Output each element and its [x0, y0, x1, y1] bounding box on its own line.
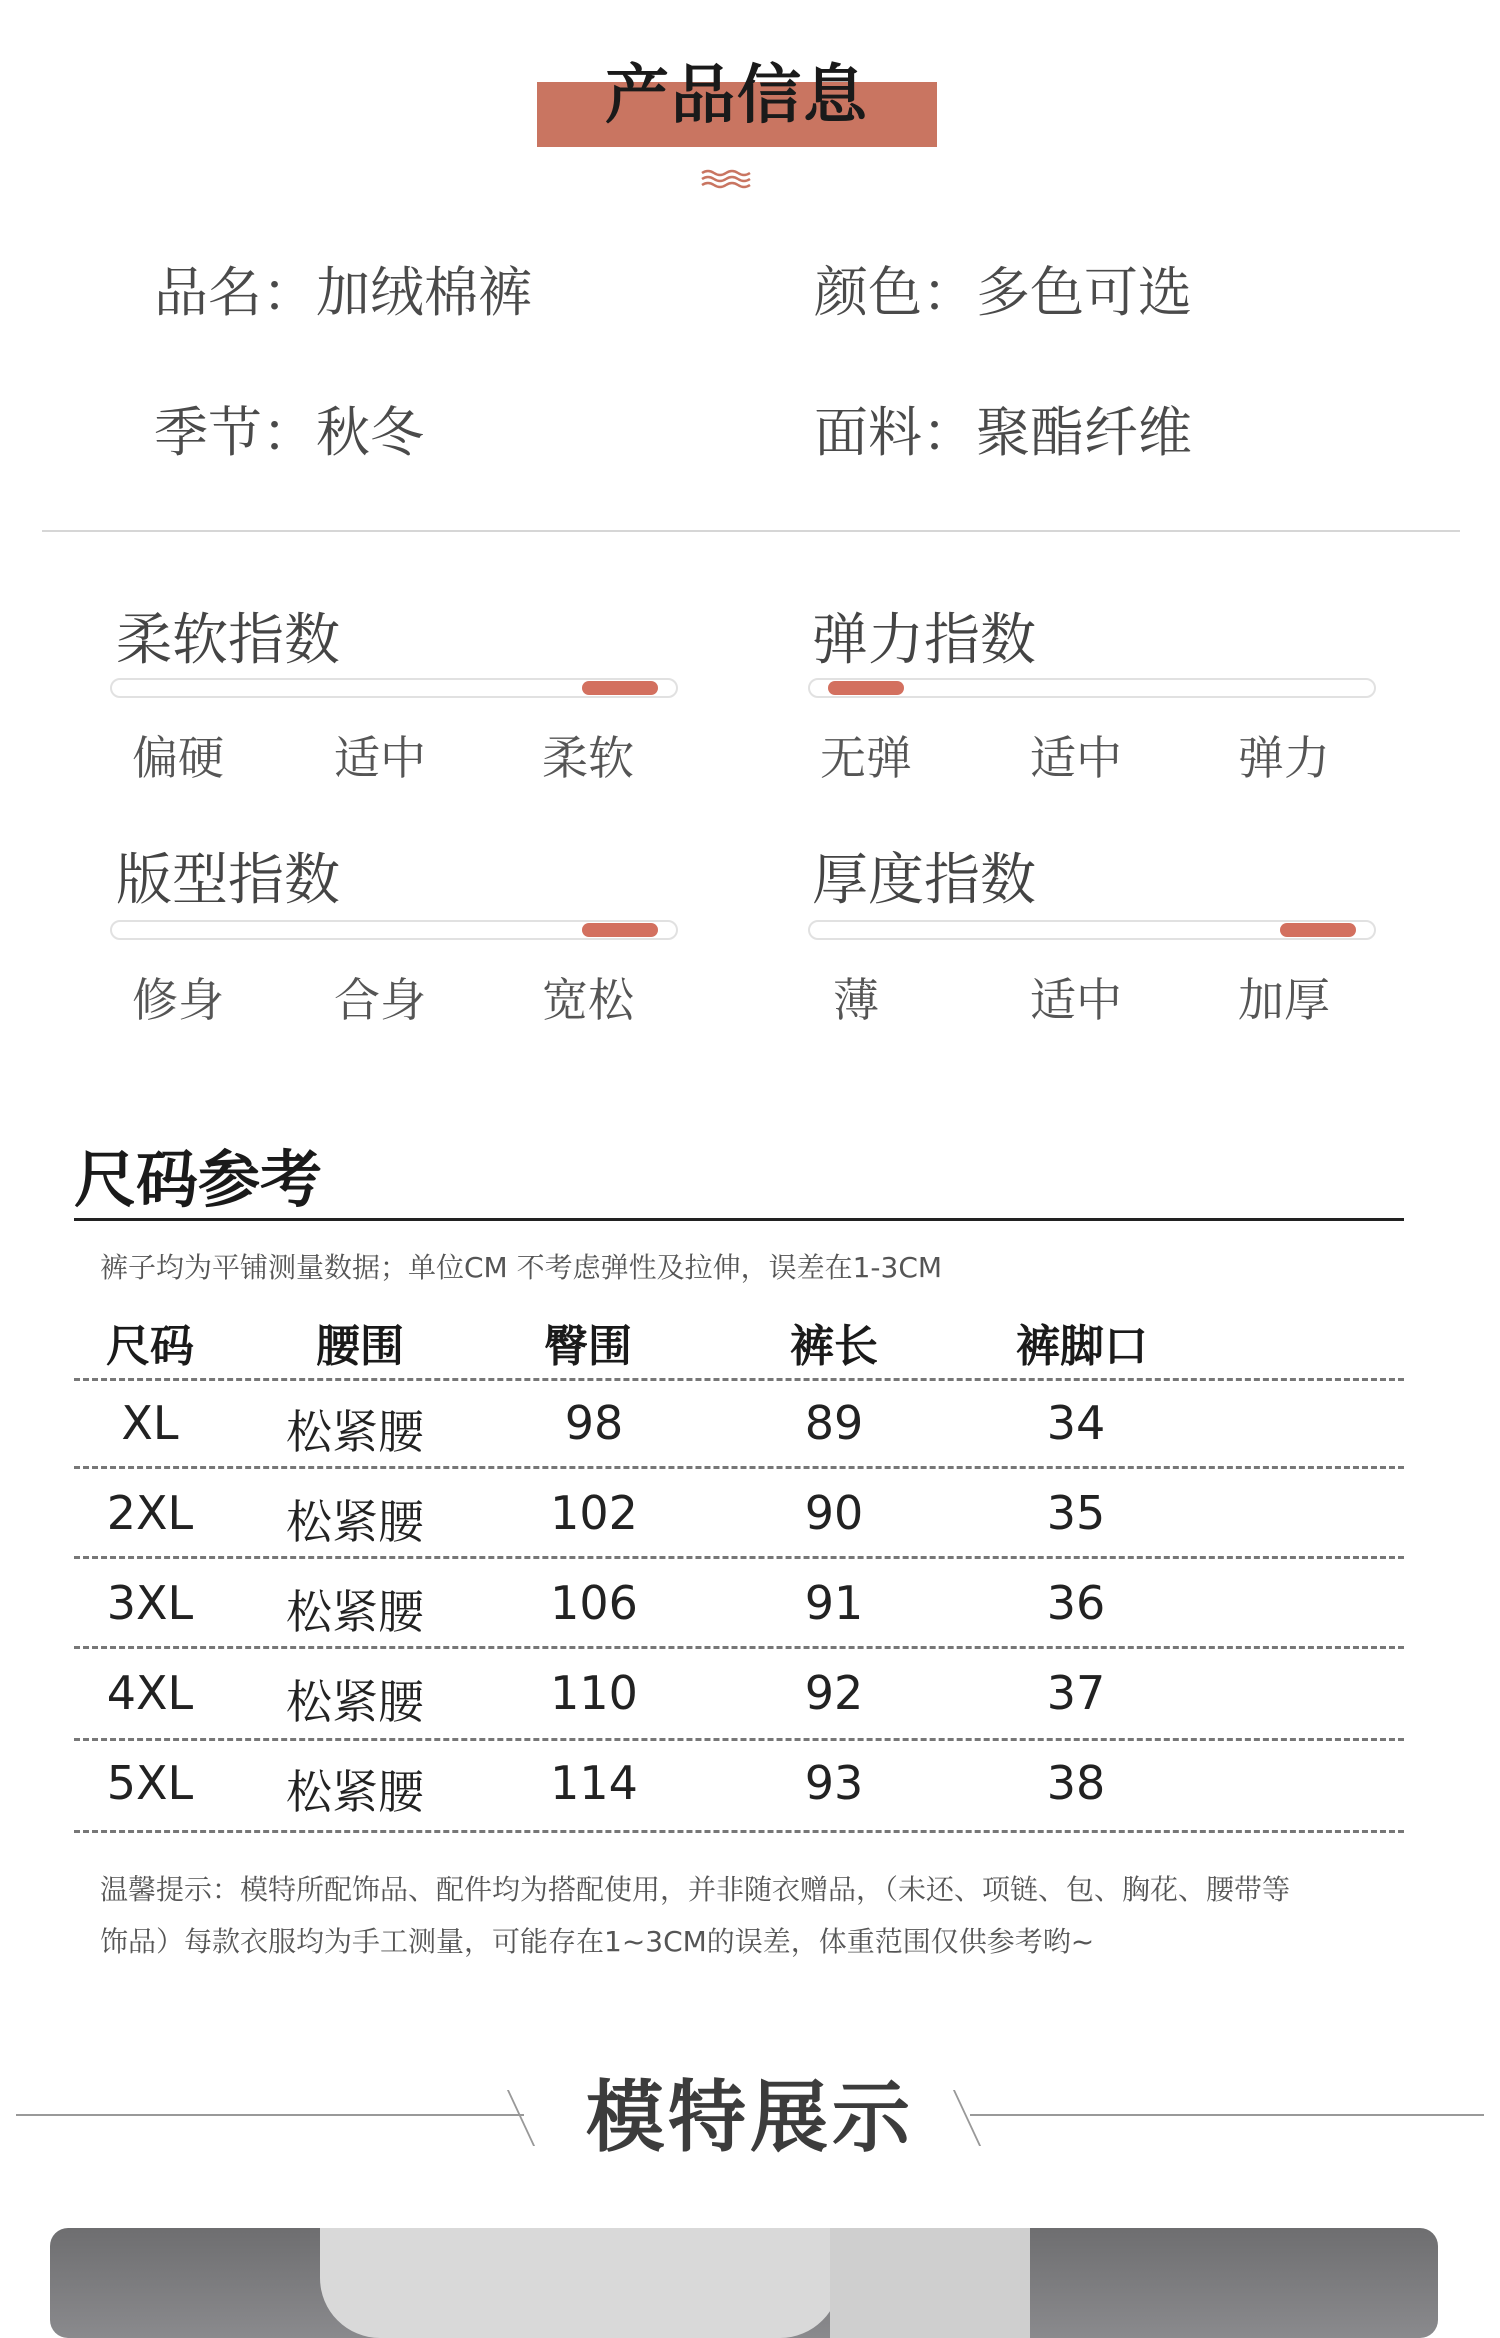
- table-divider: [74, 1466, 1404, 1469]
- fit-label-mid: 合身: [334, 973, 426, 1027]
- table-divider: [74, 1646, 1404, 1649]
- thickness-label-mid: 适中: [1030, 973, 1122, 1027]
- softness-label-low: 偏硬: [132, 731, 224, 785]
- elasticity-index-title: 弹力指数: [812, 608, 1036, 673]
- elasticity-index-marker: [828, 681, 904, 695]
- table-cell: 松紧腰: [286, 1765, 424, 1819]
- elasticity-label-mid: 适中: [1030, 731, 1122, 785]
- table-cell: 38: [1046, 1756, 1106, 1810]
- table-cell: XL: [121, 1396, 179, 1450]
- softness-index-track: [110, 678, 678, 698]
- divider: [42, 530, 1460, 532]
- model-show-title: 模特展示: [585, 2073, 914, 2163]
- table-divider: [74, 1738, 1404, 1741]
- thickness-index-title: 厚度指数: [812, 848, 1036, 913]
- size-title-rule: [74, 1218, 1404, 1221]
- table-cell: 松紧腰: [286, 1675, 424, 1729]
- elasticity-label-high: 弹力: [1238, 731, 1330, 785]
- table-cell: 89: [804, 1396, 864, 1450]
- table-divider: [74, 1830, 1404, 1833]
- table-cell: 90: [804, 1486, 864, 1540]
- table-cell: 102: [550, 1486, 638, 1540]
- fit-index-title: 版型指数: [116, 848, 340, 913]
- product-season: 季节：秋冬: [154, 401, 424, 464]
- table-cell: 3XL: [106, 1576, 194, 1630]
- table-cell: 106: [550, 1576, 638, 1630]
- table-cell: 37: [1046, 1666, 1106, 1720]
- table-header-size: 尺码: [106, 1321, 194, 1372]
- thickness-index-marker: [1280, 923, 1356, 937]
- table-cell: 松紧腰: [286, 1405, 424, 1459]
- table-cell: 92: [804, 1666, 864, 1720]
- table-divider: [74, 1556, 1404, 1559]
- wave-icon: [700, 168, 754, 190]
- tip-line-1: 温馨提示：模特所配饰品、配件均为搭配使用，并非随衣赠品，（未还、项链、包、胸花、腰带等: [100, 1873, 1291, 1906]
- table-cell: 34: [1046, 1396, 1106, 1450]
- thickness-label-high: 加厚: [1238, 973, 1330, 1027]
- thickness-label-low: 薄: [833, 973, 879, 1027]
- table-cell: 93: [804, 1756, 864, 1810]
- model-show-right-line: [970, 2114, 1484, 2116]
- table-header-length: 裤长: [790, 1321, 878, 1372]
- product-fabric: 面料：聚酯纤维: [814, 401, 1192, 464]
- table-header-hip: 臀围: [544, 1321, 632, 1372]
- table-header-waist: 腰围: [316, 1321, 404, 1372]
- size-section-title: 尺码参考: [74, 1143, 323, 1216]
- table-cell: 35: [1046, 1486, 1106, 1540]
- table-cell: 松紧腰: [286, 1495, 424, 1549]
- tip-line-2: 饰品）每款衣服均为手工测量，可能存在1~3CM的误差，体重范围仅供参考哟~: [100, 1925, 1095, 1958]
- size-note: 裤子均为平铺测量数据；单位CM 不考虑弹性及拉伸，误差在1-3CM: [100, 1251, 943, 1284]
- fit-label-high: 宽松: [542, 973, 634, 1027]
- table-header-hem: 裤脚口: [1016, 1321, 1148, 1372]
- table-cell: 98: [564, 1396, 624, 1450]
- table-cell: 松紧腰: [286, 1585, 424, 1639]
- fit-index-marker: [582, 923, 658, 937]
- table-cell: 114: [550, 1756, 638, 1810]
- table-cell: 36: [1046, 1576, 1106, 1630]
- table-cell: 5XL: [106, 1756, 194, 1810]
- fit-index-track: [110, 920, 678, 940]
- page-title: 产品信息: [605, 59, 869, 133]
- table-divider: [74, 1378, 1404, 1381]
- table-cell: 91: [804, 1576, 864, 1630]
- product-name: 品名：加绒棉裤: [154, 261, 532, 324]
- elasticity-label-low: 无弹: [820, 731, 912, 785]
- table-cell: 2XL: [106, 1486, 194, 1540]
- softness-index-marker: [582, 681, 658, 695]
- softness-label-mid: 适中: [334, 731, 426, 785]
- softness-index-title: 柔软指数: [116, 608, 340, 673]
- table-cell: 4XL: [106, 1666, 194, 1720]
- thickness-index-track: [808, 920, 1376, 940]
- table-cell: 110: [550, 1666, 638, 1720]
- product-color: 颜色：多色可选: [814, 261, 1192, 324]
- elasticity-index-track: [808, 678, 1376, 698]
- softness-label-high: 柔软: [542, 731, 634, 785]
- fit-label-low: 修身: [132, 973, 224, 1027]
